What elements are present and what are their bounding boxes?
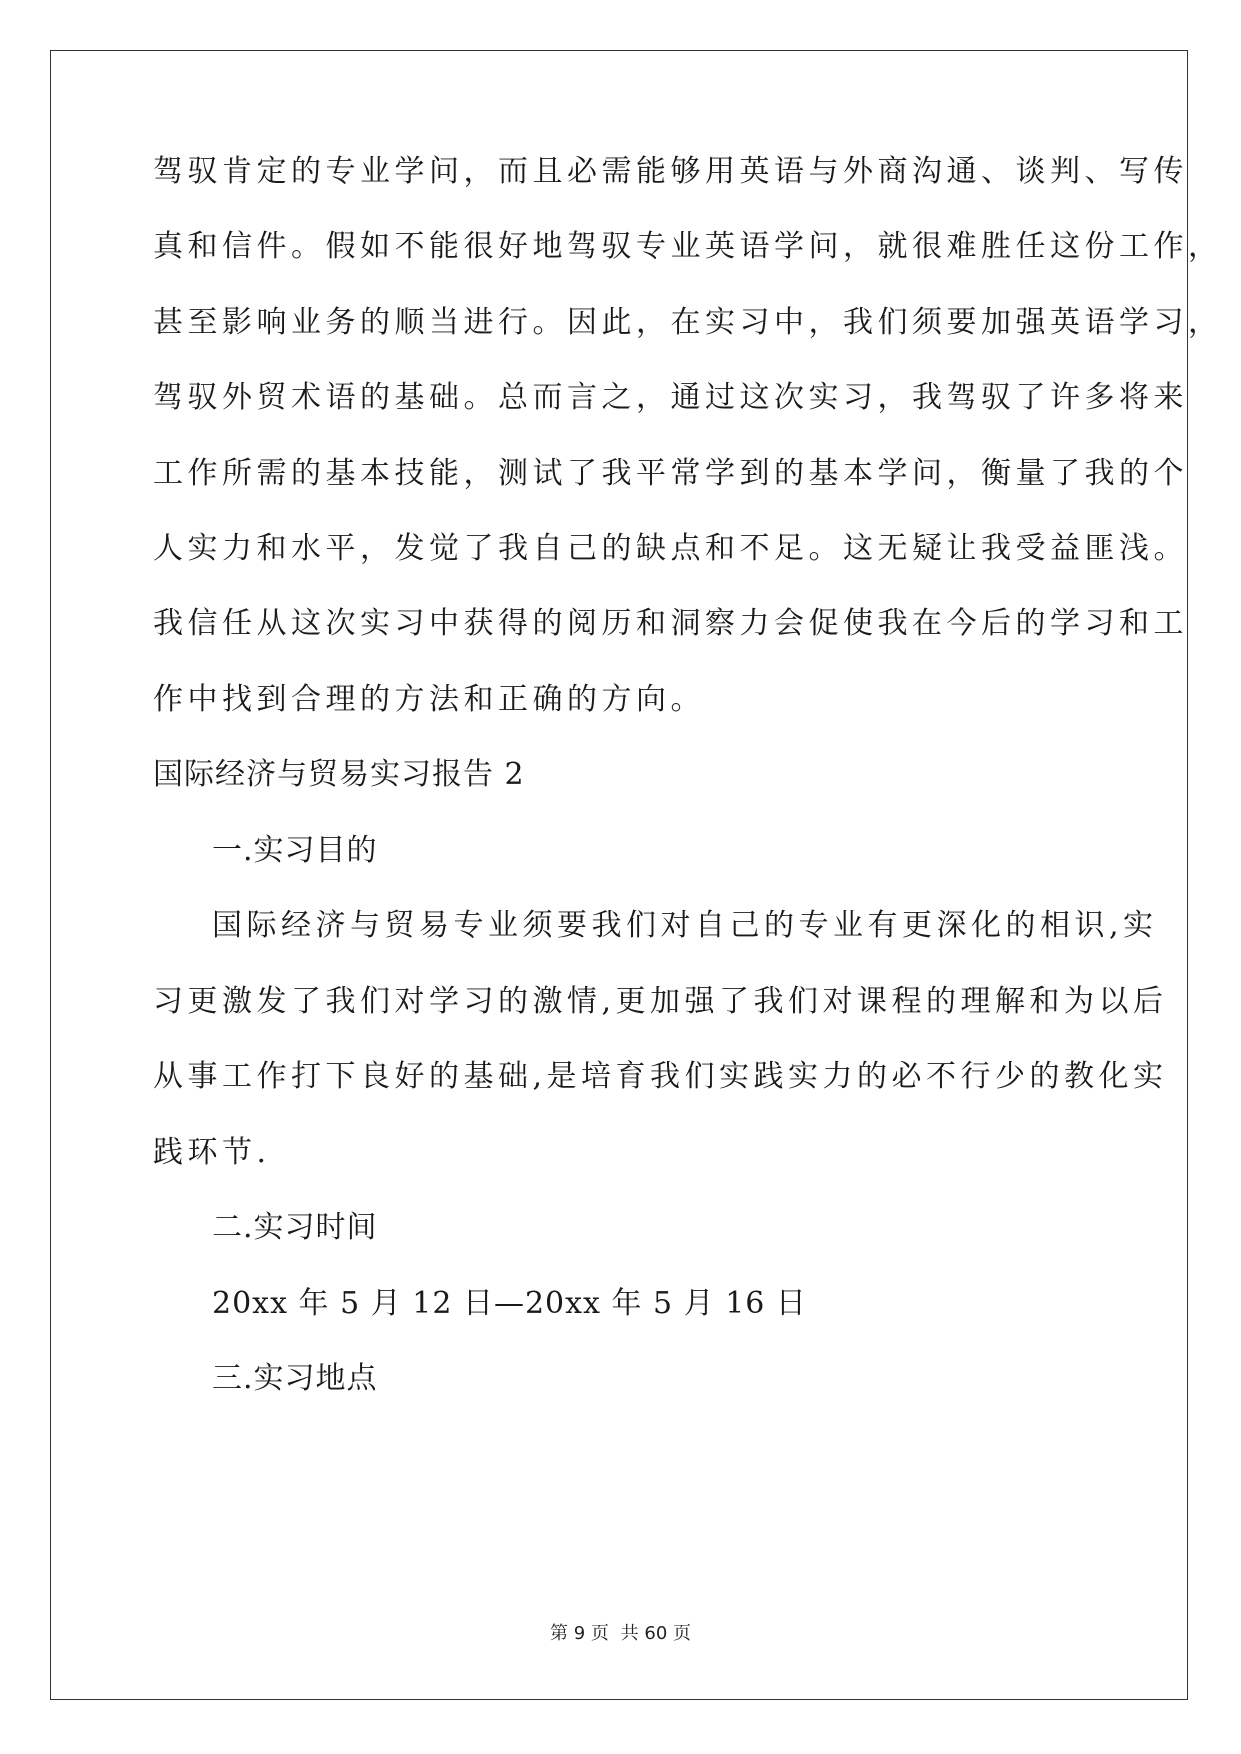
report-title: 国际经济与贸易实习报告 2 <box>153 757 525 792</box>
body-line: 驾驭外贸术语的基础。总而言之，通过这次实习，我驾驭了许多将来 <box>153 380 1188 415</box>
page-border <box>50 50 1188 1700</box>
body-line: 驾驭肯定的专业学问，而且必需能够用英语与外商沟通、谈判、写传 <box>153 154 1188 189</box>
body-line: 人实力和水平，发觉了我自己的缺点和不足。这无疑让我受益匪浅。 <box>153 531 1188 566</box>
section-body-line: 国际经济与贸易专业须要我们对自己的专业有更深化的相识,实 <box>212 908 1158 943</box>
section-body-line: 践环节. <box>153 1135 271 1170</box>
section-body-line: 习更激发了我们对学习的激情,更加强了我们对课程的理解和为以后 <box>153 984 1168 1019</box>
body-line: 我信任从这次实习中获得的阅历和洞察力会促使我在今后的学习和工 <box>153 606 1188 641</box>
body-line: 作中找到合理的方法和正确的方向。 <box>153 682 705 717</box>
total-pages: 共 60 页 <box>620 1623 691 1644</box>
section-heading-time: 二.实习时间 <box>212 1210 378 1245</box>
body-line: 工作所需的基本技能，测试了我平常学到的基本学问，衡量了我的个 <box>153 456 1188 491</box>
section-heading-purpose: 一.实习目的 <box>212 833 378 868</box>
body-line: 真和信件。假如不能很好地驾驭专业英语学问，就很难胜任这份工作， <box>153 229 1223 264</box>
section-body-line: 从事工作打下良好的基础,是培育我们实践实力的必不行少的教化实 <box>153 1059 1168 1094</box>
internship-date-range: 20xx 年 5 月 12 日—20xx 年 5 月 16 日 <box>212 1286 807 1321</box>
page-number: 第 9 页 <box>550 1623 609 1644</box>
page-footer <box>0 1619 1241 1645</box>
body-line: 甚至影响业务的顺当进行。因此，在实习中，我们须要加强英语学习， <box>153 305 1223 340</box>
section-heading-location: 三.实习地点 <box>212 1361 378 1396</box>
